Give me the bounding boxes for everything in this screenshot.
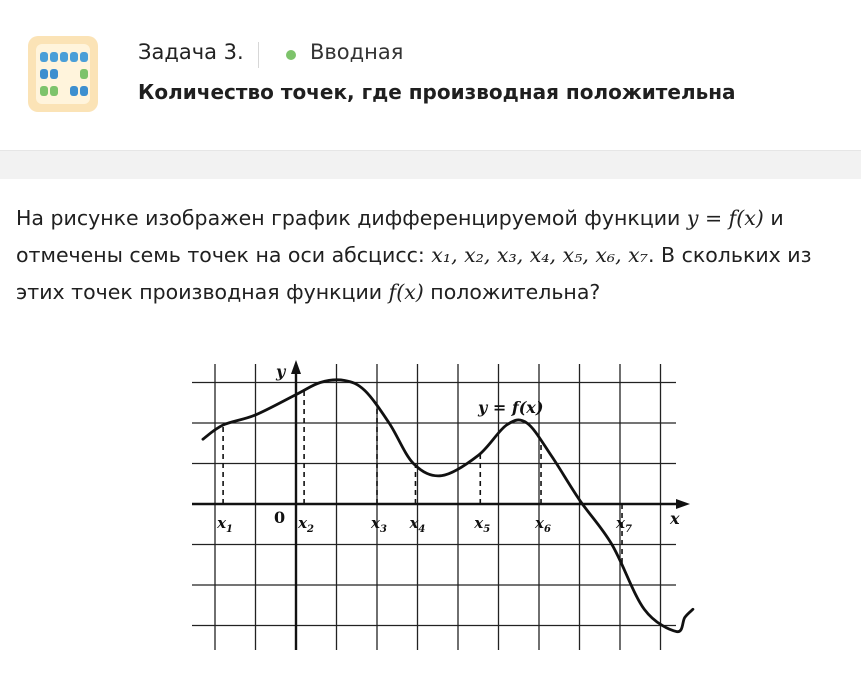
y-axis-arrow-icon [291, 360, 301, 374]
function-equation: y = f(x) [686, 206, 764, 230]
x-axis-arrow-icon [676, 499, 690, 509]
grid [192, 364, 676, 650]
axes [192, 360, 690, 650]
x-axis-label: x [670, 509, 680, 528]
function-name: f(x) [388, 280, 424, 304]
problem-text-1: На рисунке изображен график дифференцируемой функции [16, 206, 687, 230]
task-number: Задача 3. [138, 40, 244, 64]
point-label-x4: $x_4$ [409, 514, 426, 535]
origin-label: 0 [274, 508, 286, 527]
task-title: Количество точек, где производная положительна [138, 80, 736, 104]
point-label-x2: $x_2$ [298, 514, 315, 535]
problem-text-2: и отмечены семь точек на оси абсцисс: [16, 206, 784, 267]
point-label-x7: $x_7$ [616, 514, 632, 535]
point-label-x6: $x_6$ [535, 514, 551, 535]
point-label-x5: $x_5$ [474, 514, 491, 535]
curve-label: y = f(x) [478, 398, 544, 417]
problem-text-3: . В скольких из этих точек производная функции [16, 243, 812, 304]
point-guides [223, 391, 622, 565]
points-list: x₁, x₂, x₃, x₄, x₅, x₆, x₇ [431, 243, 648, 267]
problem-text-4: положительна? [423, 280, 601, 304]
y-axis-label: y [276, 362, 286, 381]
level-label: Вводная [310, 40, 404, 64]
point-label-x1: $x_1$ [217, 514, 234, 535]
point-label-x3: $x_3$ [371, 514, 387, 535]
